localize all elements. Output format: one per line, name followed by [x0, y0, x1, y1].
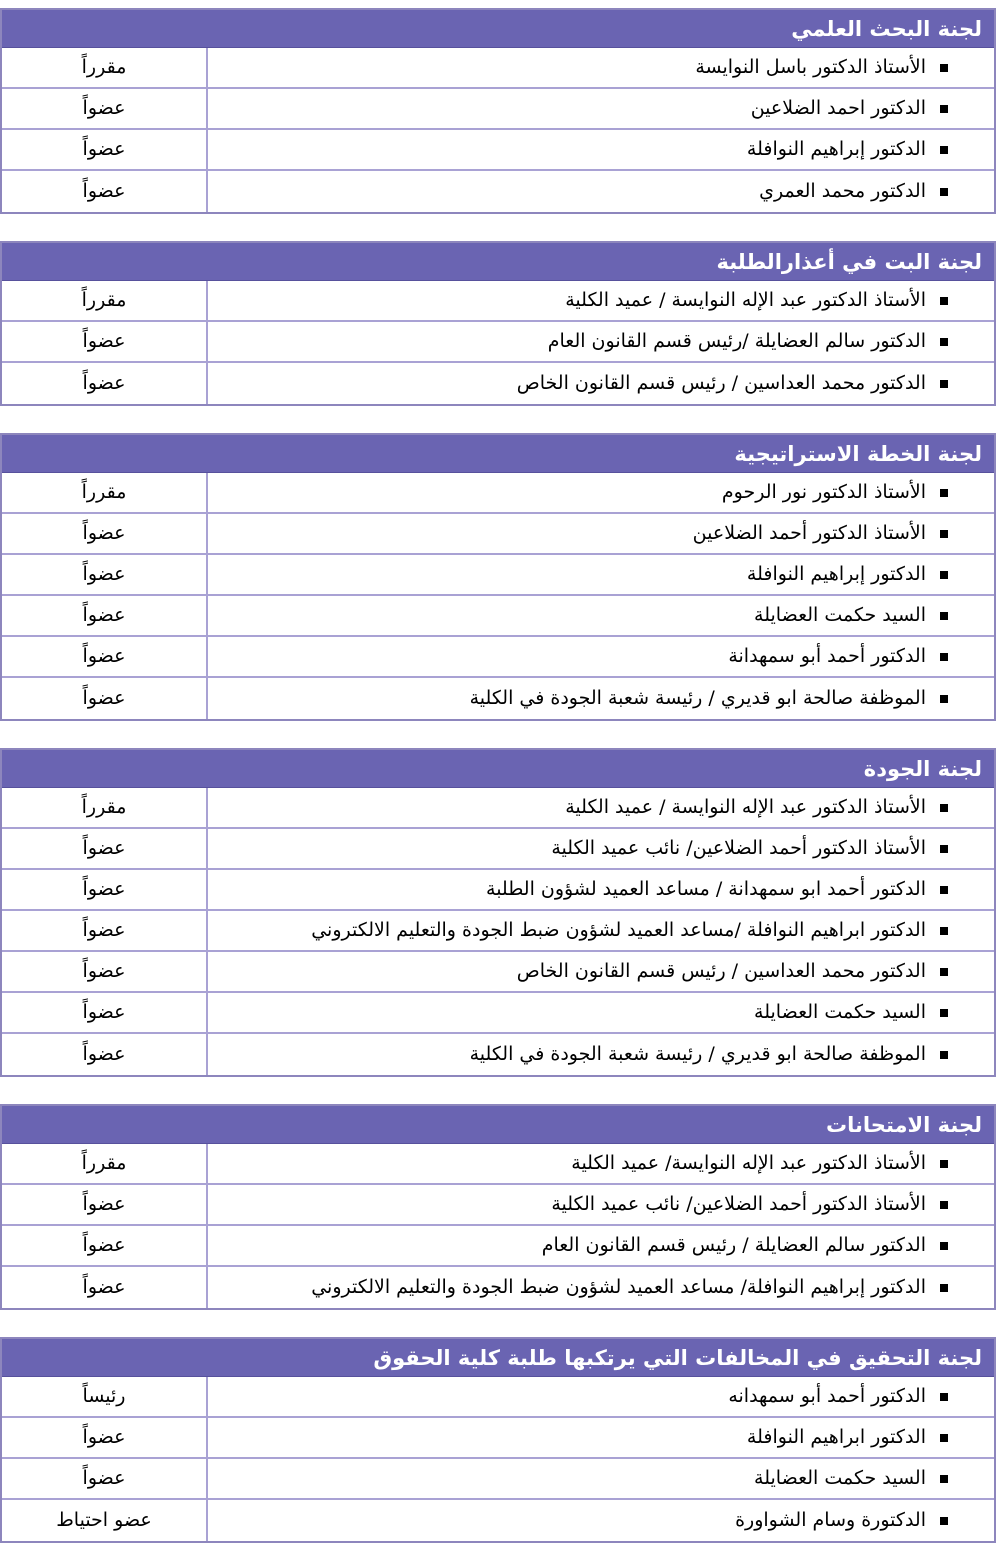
member-name-cell: [208, 281, 994, 320]
member-role: عضواً: [82, 604, 126, 627]
member-name-cell: [208, 678, 994, 719]
member-name-cell: [208, 1267, 994, 1308]
member-role: عضواً: [82, 330, 126, 353]
member-name: الدكتور محمد العمري: [759, 179, 926, 202]
committee-title-bar: [2, 1106, 994, 1144]
member-role-cell: [2, 363, 208, 404]
member-role-cell: [2, 555, 208, 594]
member-name: الدكتور أحمد أبو سمهدانه: [728, 1384, 926, 1407]
committee-title-bar: [2, 10, 994, 48]
committee-members: [2, 788, 994, 1075]
square-bullet-icon: [940, 927, 948, 935]
member-role-cell: [2, 1500, 208, 1541]
member-role-cell: [2, 1034, 208, 1075]
member-role: عضواً: [82, 645, 126, 668]
member-role-cell: [2, 281, 208, 320]
member-name-cell: [208, 637, 994, 676]
member-row: [2, 1500, 994, 1541]
square-bullet-icon: [940, 1517, 948, 1525]
committee-title: لجنة الجودة: [863, 757, 982, 781]
member-role: عضواً: [82, 687, 126, 710]
member-role-cell: [2, 993, 208, 1032]
square-bullet-icon: [940, 804, 948, 812]
member-name: الأستاذ الدكتور عبد الإله النوايسة / عميد الكلية: [565, 795, 926, 818]
square-bullet-icon: [940, 968, 948, 976]
square-bullet-icon: [940, 380, 948, 388]
member-name: الدكتورة وسام الشواورة: [735, 1508, 926, 1531]
member-name: الموظفة صالحة ابو قديري / رئيسة شعبة الجودة في الكلية: [469, 1042, 926, 1065]
member-role-cell: [2, 911, 208, 950]
member-role-cell: [2, 952, 208, 991]
square-bullet-icon: [940, 1201, 948, 1209]
member-row: [2, 1226, 994, 1267]
member-role: عضواً: [82, 837, 126, 860]
member-role-cell: [2, 637, 208, 676]
member-role: عضواً: [82, 919, 126, 942]
member-row: [2, 993, 994, 1034]
square-bullet-icon: [940, 845, 948, 853]
member-name-cell: [208, 555, 994, 594]
committee-title: لجنة الامتحانات: [826, 1113, 982, 1137]
square-bullet-icon: [940, 1160, 948, 1168]
square-bullet-icon: [940, 1284, 948, 1292]
member-role-cell: [2, 1144, 208, 1183]
member-name: الدكتور أحمد أبو سمهدانة: [728, 644, 926, 667]
member-name-cell: [208, 1226, 994, 1265]
square-bullet-icon: [940, 571, 948, 579]
square-bullet-icon: [940, 489, 948, 497]
member-name-cell: [208, 788, 994, 827]
member-name-cell: [208, 1500, 994, 1541]
member-row: [2, 788, 994, 829]
member-name: الأستاذ الدكتور باسل النوايسة: [695, 55, 926, 78]
member-name: السيد حكمت العضايلة: [754, 603, 926, 626]
square-bullet-icon: [940, 1434, 948, 1442]
member-role-cell: [2, 514, 208, 553]
member-name-cell: [208, 130, 994, 169]
member-name: الدكتور احمد الضلاعين: [750, 96, 926, 119]
member-role-cell: [2, 322, 208, 361]
member-role-cell: [2, 171, 208, 212]
member-role-cell: [2, 48, 208, 87]
member-role-cell: [2, 473, 208, 512]
committee-members: [2, 281, 994, 404]
member-name: الدكتور ابراهيم النوافلة: [746, 1425, 926, 1448]
committee-section: [0, 748, 996, 1077]
member-role-cell: [2, 1267, 208, 1308]
member-row: [2, 322, 994, 363]
member-name-cell: [208, 363, 994, 404]
member-role: مقرراً: [81, 289, 127, 312]
member-role-cell: [2, 870, 208, 909]
square-bullet-icon: [940, 1242, 948, 1250]
member-role-cell: [2, 678, 208, 719]
member-role: عضواً: [82, 180, 126, 203]
member-name: الدكتور أحمد ابو سمهدانة / مساعد العميد لشؤون الطلبة: [486, 877, 926, 900]
member-row: [2, 1459, 994, 1500]
member-name-cell: [208, 1377, 994, 1416]
square-bullet-icon: [940, 530, 948, 538]
member-name: الدكتور محمد العداسين / رئيس قسم القانون الخاص: [516, 371, 926, 394]
member-name: الدكتور سالم العضايلة / رئيس قسم القانون العام: [541, 1233, 926, 1256]
member-row: [2, 596, 994, 637]
committee-section: [0, 8, 996, 214]
member-row: [2, 870, 994, 911]
member-role-cell: [2, 596, 208, 635]
committee-section: [0, 433, 996, 721]
member-name-cell: [208, 596, 994, 635]
member-row: [2, 281, 994, 322]
member-role: عضواً: [82, 138, 126, 161]
member-role: عضواً: [82, 1234, 126, 1257]
committee-section: [0, 1337, 996, 1543]
member-name: الدكتور ابراهيم النوافلة /مساعد العميد لشؤون ضبط الجودة والتعليم الالكتروني: [311, 918, 926, 941]
member-role-cell: [2, 130, 208, 169]
member-row: [2, 1418, 994, 1459]
member-role: عضواً: [82, 372, 126, 395]
member-role: مقرراً: [81, 481, 127, 504]
member-row: [2, 514, 994, 555]
member-role: عضواً: [82, 878, 126, 901]
square-bullet-icon: [940, 338, 948, 346]
square-bullet-icon: [940, 612, 948, 620]
member-name: السيد حكمت العضايلة: [754, 1466, 926, 1489]
square-bullet-icon: [940, 1475, 948, 1483]
member-role: عضواً: [82, 1043, 126, 1066]
member-row: [2, 1034, 994, 1075]
committee-members: [2, 1377, 994, 1541]
committee-title-bar: [2, 243, 994, 281]
member-role: عضواً: [82, 1193, 126, 1216]
member-name-cell: [208, 171, 994, 212]
member-row: [2, 363, 994, 404]
committee-section: [0, 241, 996, 406]
member-row: [2, 637, 994, 678]
member-name: الدكتور إبراهيم النوافلة/ مساعد العميد لشؤون ضبط الجودة والتعليم الالكتروني: [311, 1275, 926, 1298]
member-name: الأستاذ الدكتور أحمد الضلاعين/ نائب عميد الكلية: [551, 836, 926, 859]
member-role-cell: [2, 89, 208, 128]
member-role-cell: [2, 1418, 208, 1457]
member-name: الأستاذ الدكتور أحمد الضلاعين: [692, 521, 926, 544]
committee-section: [0, 1104, 996, 1310]
committee-members: [2, 473, 994, 719]
square-bullet-icon: [940, 297, 948, 305]
member-role: مقرراً: [81, 796, 127, 819]
member-row: [2, 1377, 994, 1418]
member-name: الموظفة صالحة ابو قديري / رئيسة شعبة الجودة في الكلية: [469, 686, 926, 709]
member-row: [2, 130, 994, 171]
member-role-cell: [2, 1377, 208, 1416]
member-role: عضواً: [82, 960, 126, 983]
member-name: الدكتور إبراهيم النوافلة: [746, 562, 926, 585]
member-role: عضواً: [82, 97, 126, 120]
member-role: مقرراً: [81, 56, 127, 79]
member-row: [2, 473, 994, 514]
member-role: عضواً: [82, 1467, 126, 1490]
member-name-cell: [208, 952, 994, 991]
square-bullet-icon: [940, 146, 948, 154]
member-name-cell: [208, 870, 994, 909]
member-name-cell: [208, 829, 994, 868]
member-role-cell: [2, 1459, 208, 1498]
square-bullet-icon: [940, 886, 948, 894]
member-role: عضواً: [82, 522, 126, 545]
member-row: [2, 48, 994, 89]
member-role: رئيساً: [82, 1385, 126, 1408]
committee-title: لجنة التحقيق في المخالفات التي يرتكبها طلبة كلية الحقوق: [373, 1346, 982, 1370]
member-name-cell: [208, 1418, 994, 1457]
committee-title-bar: [2, 750, 994, 788]
member-name-cell: [208, 48, 994, 87]
member-row: [2, 1267, 994, 1308]
member-name-cell: [208, 473, 994, 512]
member-name-cell: [208, 1185, 994, 1224]
member-role-cell: [2, 788, 208, 827]
member-role-cell: [2, 1226, 208, 1265]
member-name: الدكتور سالم العضايلة /رئيس قسم القانون العام: [547, 329, 926, 352]
committee-title-bar: [2, 1339, 994, 1377]
committee-title: لجنة الخطة الاستراتيجية: [734, 442, 982, 466]
square-bullet-icon: [940, 1393, 948, 1401]
member-role: عضواً: [82, 1426, 126, 1449]
member-role-cell: [2, 829, 208, 868]
member-role: عضواً: [82, 563, 126, 586]
member-role-cell: [2, 1185, 208, 1224]
member-role: عضواً: [82, 1001, 126, 1024]
square-bullet-icon: [940, 1009, 948, 1017]
member-name-cell: [208, 1034, 994, 1075]
member-row: [2, 829, 994, 870]
square-bullet-icon: [940, 188, 948, 196]
member-row: [2, 1185, 994, 1226]
committee-title: لجنة البحث العلمي: [791, 17, 982, 41]
member-name-cell: [208, 993, 994, 1032]
square-bullet-icon: [940, 653, 948, 661]
member-role: عضواً: [82, 1276, 126, 1299]
member-row: [2, 952, 994, 993]
member-name: الأستاذ الدكتور أحمد الضلاعين/ نائب عميد الكلية: [551, 1192, 926, 1215]
square-bullet-icon: [940, 64, 948, 72]
member-name-cell: [208, 1459, 994, 1498]
committee-title: لجنة البت في أعذارالطلبة: [716, 250, 982, 274]
member-name-cell: [208, 911, 994, 950]
committee-members: [2, 48, 994, 212]
member-name-cell: [208, 89, 994, 128]
square-bullet-icon: [940, 695, 948, 703]
member-row: [2, 1144, 994, 1185]
committee-members: [2, 1144, 994, 1308]
member-name: الأستاذ الدكتور عبد الإله النوايسة/ عميد الكلية: [571, 1151, 926, 1174]
member-row: [2, 678, 994, 719]
member-row: [2, 555, 994, 596]
member-name: الأستاذ الدكتور نور الرحوم: [721, 480, 926, 503]
member-row: [2, 171, 994, 212]
member-name: الدكتور محمد العداسين / رئيس قسم القانون الخاص: [516, 959, 926, 982]
square-bullet-icon: [940, 105, 948, 113]
member-name-cell: [208, 322, 994, 361]
member-name-cell: [208, 1144, 994, 1183]
committees-list: [0, 8, 996, 1543]
member-role: مقرراً: [81, 1152, 127, 1175]
member-role: عضو احتياط: [56, 1509, 152, 1532]
member-name: الأستاذ الدكتور عبد الإله النوايسة / عميد الكلية: [565, 288, 926, 311]
square-bullet-icon: [940, 1051, 948, 1059]
member-row: [2, 911, 994, 952]
member-name: السيد حكمت العضايلة: [754, 1000, 926, 1023]
member-row: [2, 89, 994, 130]
member-name: الدكتور إبراهيم النوافلة: [746, 137, 926, 160]
committee-title-bar: [2, 435, 994, 473]
member-name-cell: [208, 514, 994, 553]
